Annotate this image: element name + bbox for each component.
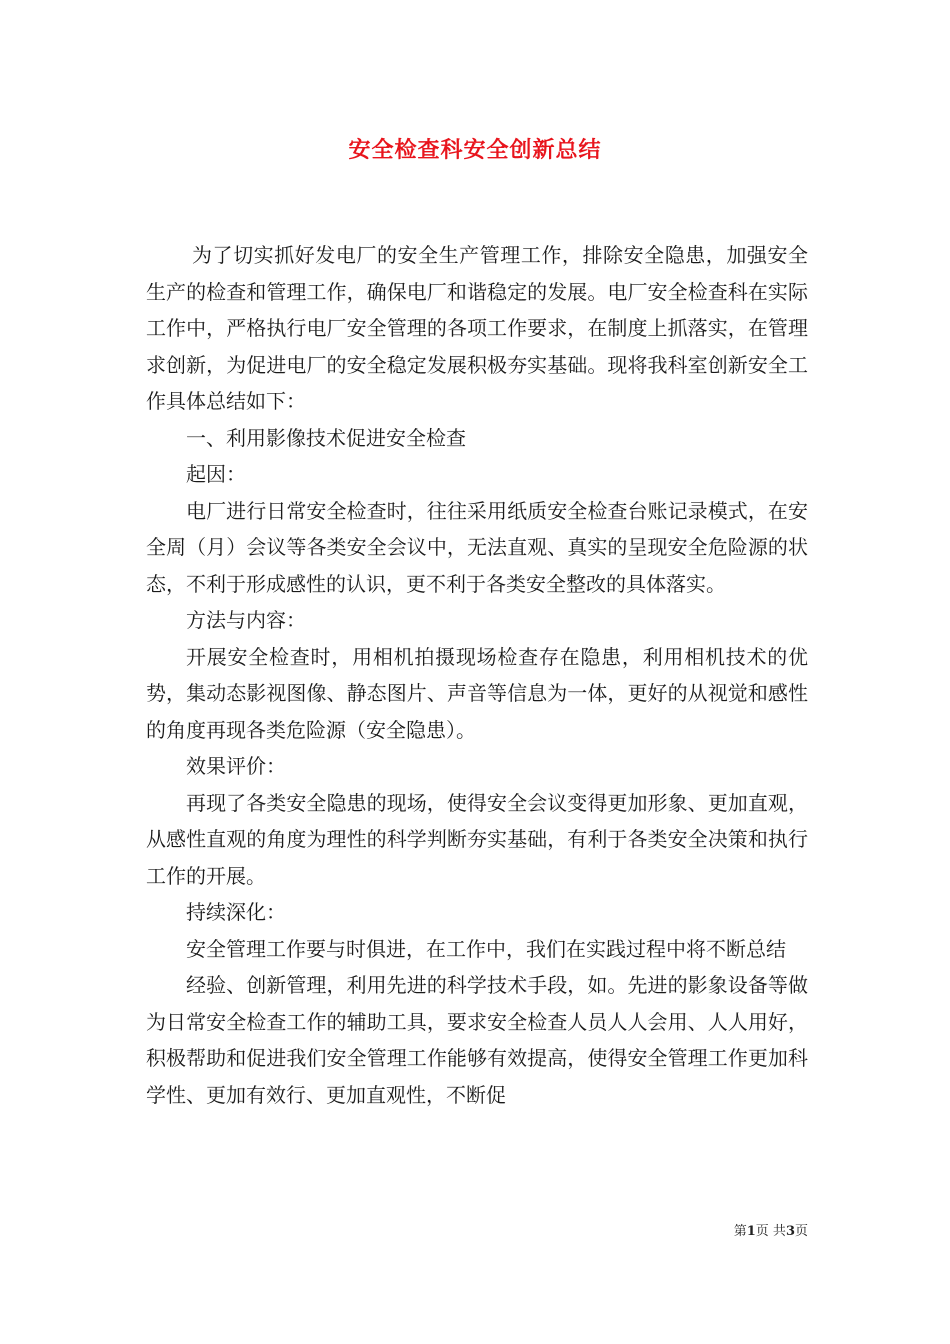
deepening-paragraph: 安全管理工作要与时俱进，在工作中，我们在实践过程中将不断总结 xyxy=(186,936,786,961)
cause-paragraph: 电厂进行日常安全检查时，往往采用纸质安全检查台账记录模式，在安全周（月）会议等各类安全会议中，无法直观、真实的呈现安全危险源的状态，不利于形成感性的认识，更不利于各类安全整改的具体落实。 xyxy=(146,498,808,596)
subheading-cause: 起因： xyxy=(186,462,246,486)
subheading-method: 方法与内容： xyxy=(186,608,306,632)
footer-total-pages: 3 xyxy=(785,1224,795,1239)
subheading-deepening: 持续深化： xyxy=(186,900,286,924)
page-footer xyxy=(734,1220,808,1239)
footer-prefix: 第 xyxy=(733,1224,747,1239)
footer-current-page: 1 xyxy=(746,1224,756,1239)
continuation-paragraph: 经验、创新管理，利用先进的科学技术手段，如。先进的影象设备等做为日常安全检查工作的辅助工具，要求安全检查人员人人会用、人人用好，积极帮助和促进我们安全管理工作能够有效提高，使得安全管理工作更加科学性、更加有效行、更加直观性，不断促 xyxy=(146,973,808,1107)
footer-middle: 页 共 xyxy=(755,1224,786,1239)
intro-paragraph: 为了切实抓好发电厂的安全生产管理工作，排除安全隐患，加强安全生产的检查和管理工作，确保电厂和谐稳定的发展。电厂安全检查科在实际工作中，严格执行电厂安全管理的各项工作要求，在制度上抓落实，在管理求创新，为促进电厂的安全稳定发展积极夯实基础。现将我科室创新安全工作具体总结如下： xyxy=(146,243,808,413)
subheading-evaluation: 效果评价： xyxy=(186,754,286,778)
section-heading: 一、利用影像技术促进安全检查 xyxy=(186,425,466,450)
document-body xyxy=(146,237,808,1113)
evaluation-paragraph: 再现了各类安全隐患的现场，使得安全会议变得更加形象、更加直观，从感性直观的角度为理性的科学判断夯实基础，有利于各类安全决策和执行工作的开展。 xyxy=(146,790,808,888)
method-paragraph: 开展安全检查时，用相机拍摄现场检查存在隐患，利用相机技术的优势，集动态影视图像、静态图片、声音等信息为一体，更好的从视觉和感性的角度再现各类危险源（安全隐患）。 xyxy=(146,644,808,742)
document-title: 安全检查科安全创新总结 xyxy=(348,137,602,163)
footer-suffix: 页 xyxy=(794,1224,808,1239)
